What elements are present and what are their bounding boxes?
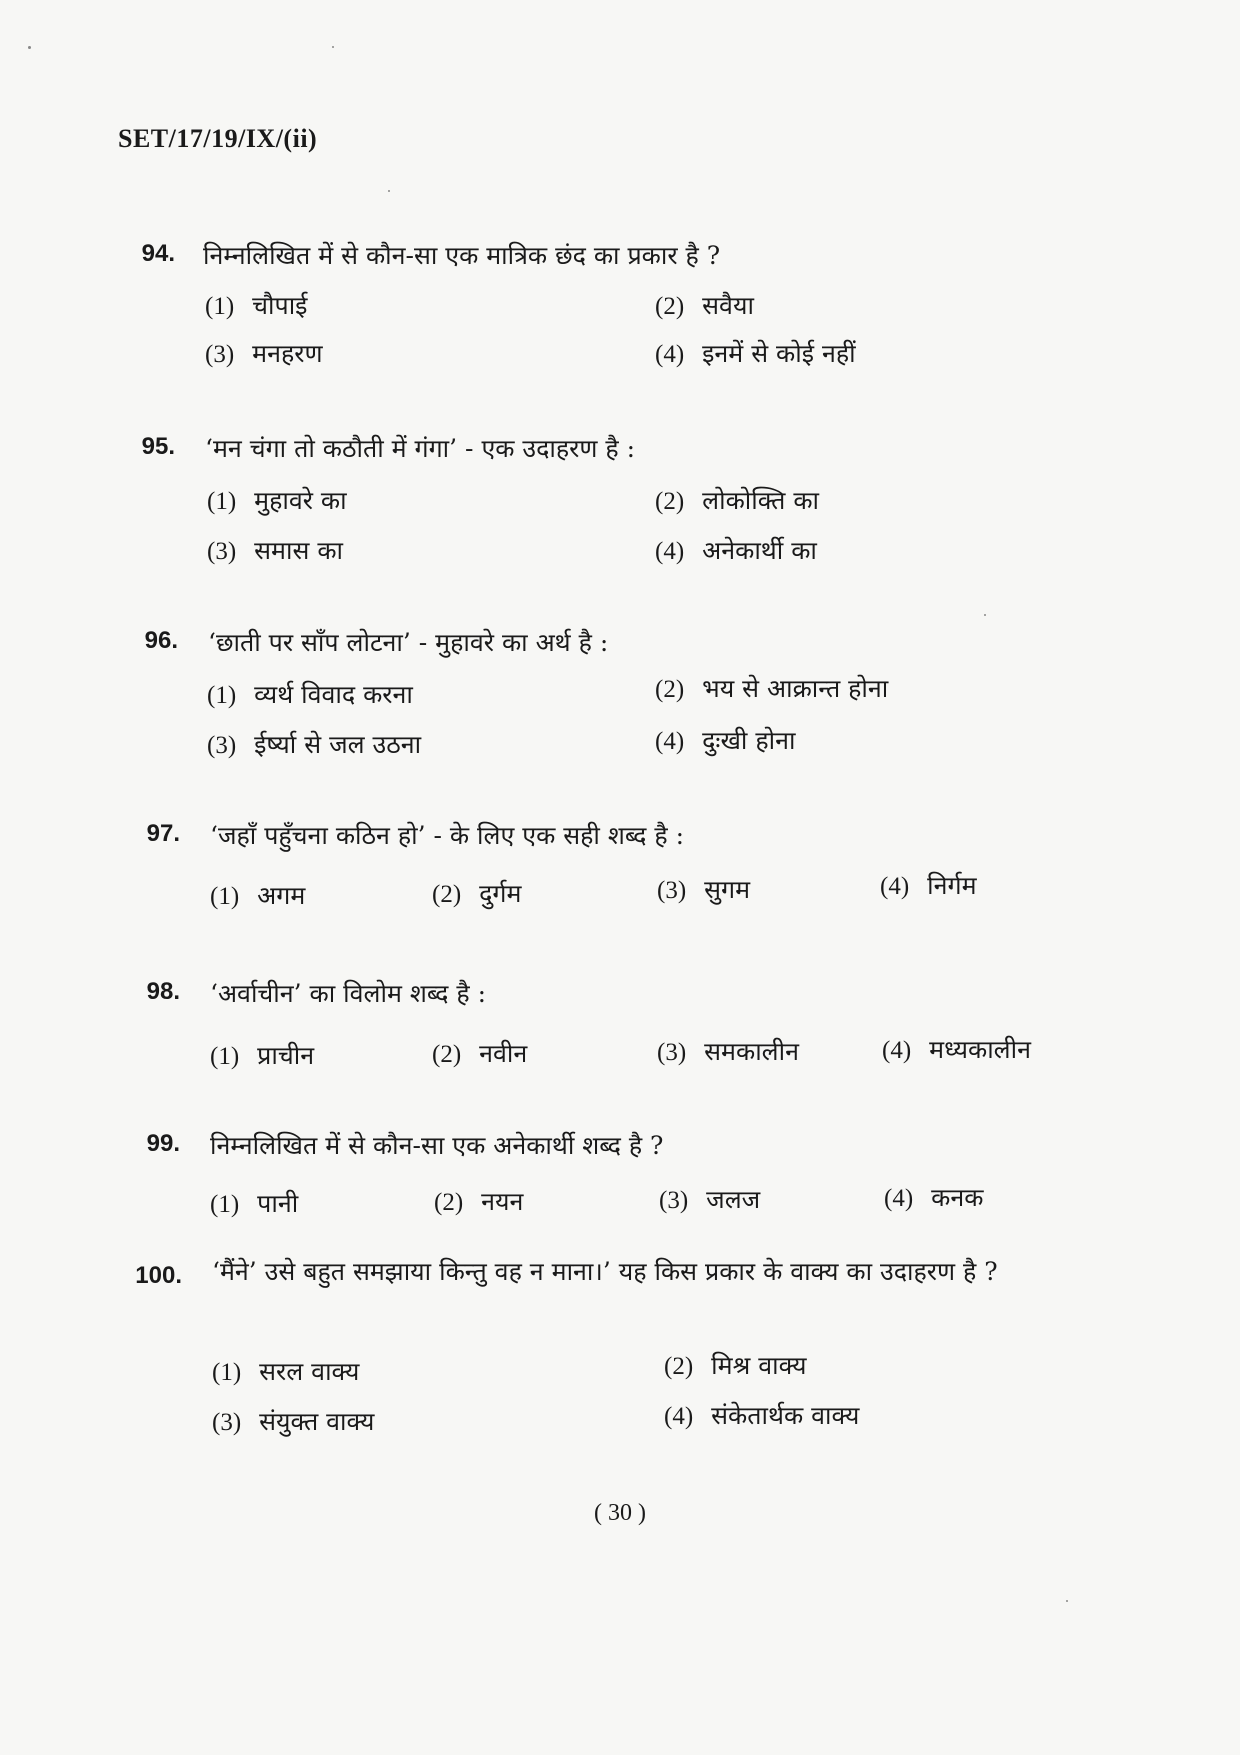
question-number: 98. bbox=[146, 978, 180, 1005]
question-text: ‘मन चंगा तो कठौती में गंगा’ - एक उदाहरण है : bbox=[205, 434, 636, 463]
scan-speck bbox=[1066, 1600, 1068, 1602]
question-text: ‘अर्वाचीन’ का विलोम शब्द है : bbox=[210, 979, 487, 1008]
question-text: ‘छाती पर साँप लोटना’ - मुहावरे का अर्थ है : bbox=[208, 628, 609, 657]
option-2: (2) सवैया bbox=[655, 291, 754, 320]
option-1: (1) मुहावरे का bbox=[207, 486, 347, 515]
option-4: (4) अनेकार्थी का bbox=[655, 536, 817, 565]
option-4: (4) कनक bbox=[884, 1183, 984, 1212]
set-code: SET/17/19/IX/(ii) bbox=[118, 124, 318, 153]
scan-speck bbox=[332, 46, 334, 48]
option-4: (4) इनमें से कोई नहीं bbox=[655, 339, 856, 368]
option-2: (2) लोकोक्ति का bbox=[655, 486, 820, 515]
option-2: (2) नवीन bbox=[432, 1039, 528, 1068]
option-1: (1) चौपाई bbox=[205, 291, 308, 320]
option-4: (4) निर्गम bbox=[880, 871, 977, 900]
question-text: निम्नलिखित में से कौन-सा एक मात्रिक छंद का प्रकार है ? bbox=[203, 241, 721, 270]
question-text: निम्नलिखित में से कौन-सा एक अनेकार्थी शब्द है ? bbox=[210, 1131, 664, 1160]
option-1: (1) व्यर्थ विवाद करना bbox=[207, 680, 413, 709]
question-number: 96. bbox=[144, 627, 178, 654]
page-number: ( 30 ) bbox=[594, 1500, 646, 1526]
question-text: ‘मैंने’ उसे बहुत समझाया किन्तु वह न माना।’ यह किस प्रकार के वाक्य का उदाहरण है ? bbox=[212, 1257, 998, 1286]
option-2: (2) दुर्गम bbox=[432, 879, 522, 908]
scan-speck bbox=[388, 190, 390, 192]
option-1: (1) अगम bbox=[210, 881, 306, 910]
option-3: (3) मनहरण bbox=[205, 339, 323, 368]
scan-speck bbox=[984, 614, 986, 616]
option-3: (3) समकालीन bbox=[657, 1037, 799, 1066]
option-3: (3) समास का bbox=[207, 536, 344, 565]
option-3: (3) जलज bbox=[659, 1185, 761, 1214]
question-number: 95. bbox=[141, 433, 175, 460]
option-1: (1) प्राचीन bbox=[210, 1041, 315, 1070]
option-3: (3) सुगम bbox=[657, 875, 751, 904]
option-2: (2) भय से आक्रान्त होना bbox=[655, 674, 889, 703]
question-number: 99. bbox=[146, 1130, 180, 1157]
option-4: (4) मध्यकालीन bbox=[882, 1035, 1031, 1064]
scan-speck bbox=[28, 46, 31, 49]
option-1: (1) पानी bbox=[210, 1189, 299, 1218]
question-number: 94. bbox=[141, 240, 175, 267]
option-3: (3) ईर्ष्या से जल उठना bbox=[207, 730, 422, 759]
option-2: (2) मिश्र वाक्य bbox=[664, 1351, 807, 1380]
question-number: 100. bbox=[135, 1262, 182, 1289]
option-2: (2) नयन bbox=[434, 1187, 524, 1216]
option-1: (1) सरल वाक्य bbox=[212, 1357, 360, 1386]
question-text: ‘जहाँ पहुँचना कठिन हो’ - के लिए एक सही शब्द है : bbox=[210, 821, 685, 850]
question-number: 97. bbox=[146, 820, 180, 847]
option-4: (4) दुःखी होना bbox=[655, 726, 796, 755]
option-4: (4) संकेतार्थक वाक्य bbox=[664, 1401, 860, 1430]
option-3: (3) संयुक्त वाक्य bbox=[212, 1407, 375, 1436]
